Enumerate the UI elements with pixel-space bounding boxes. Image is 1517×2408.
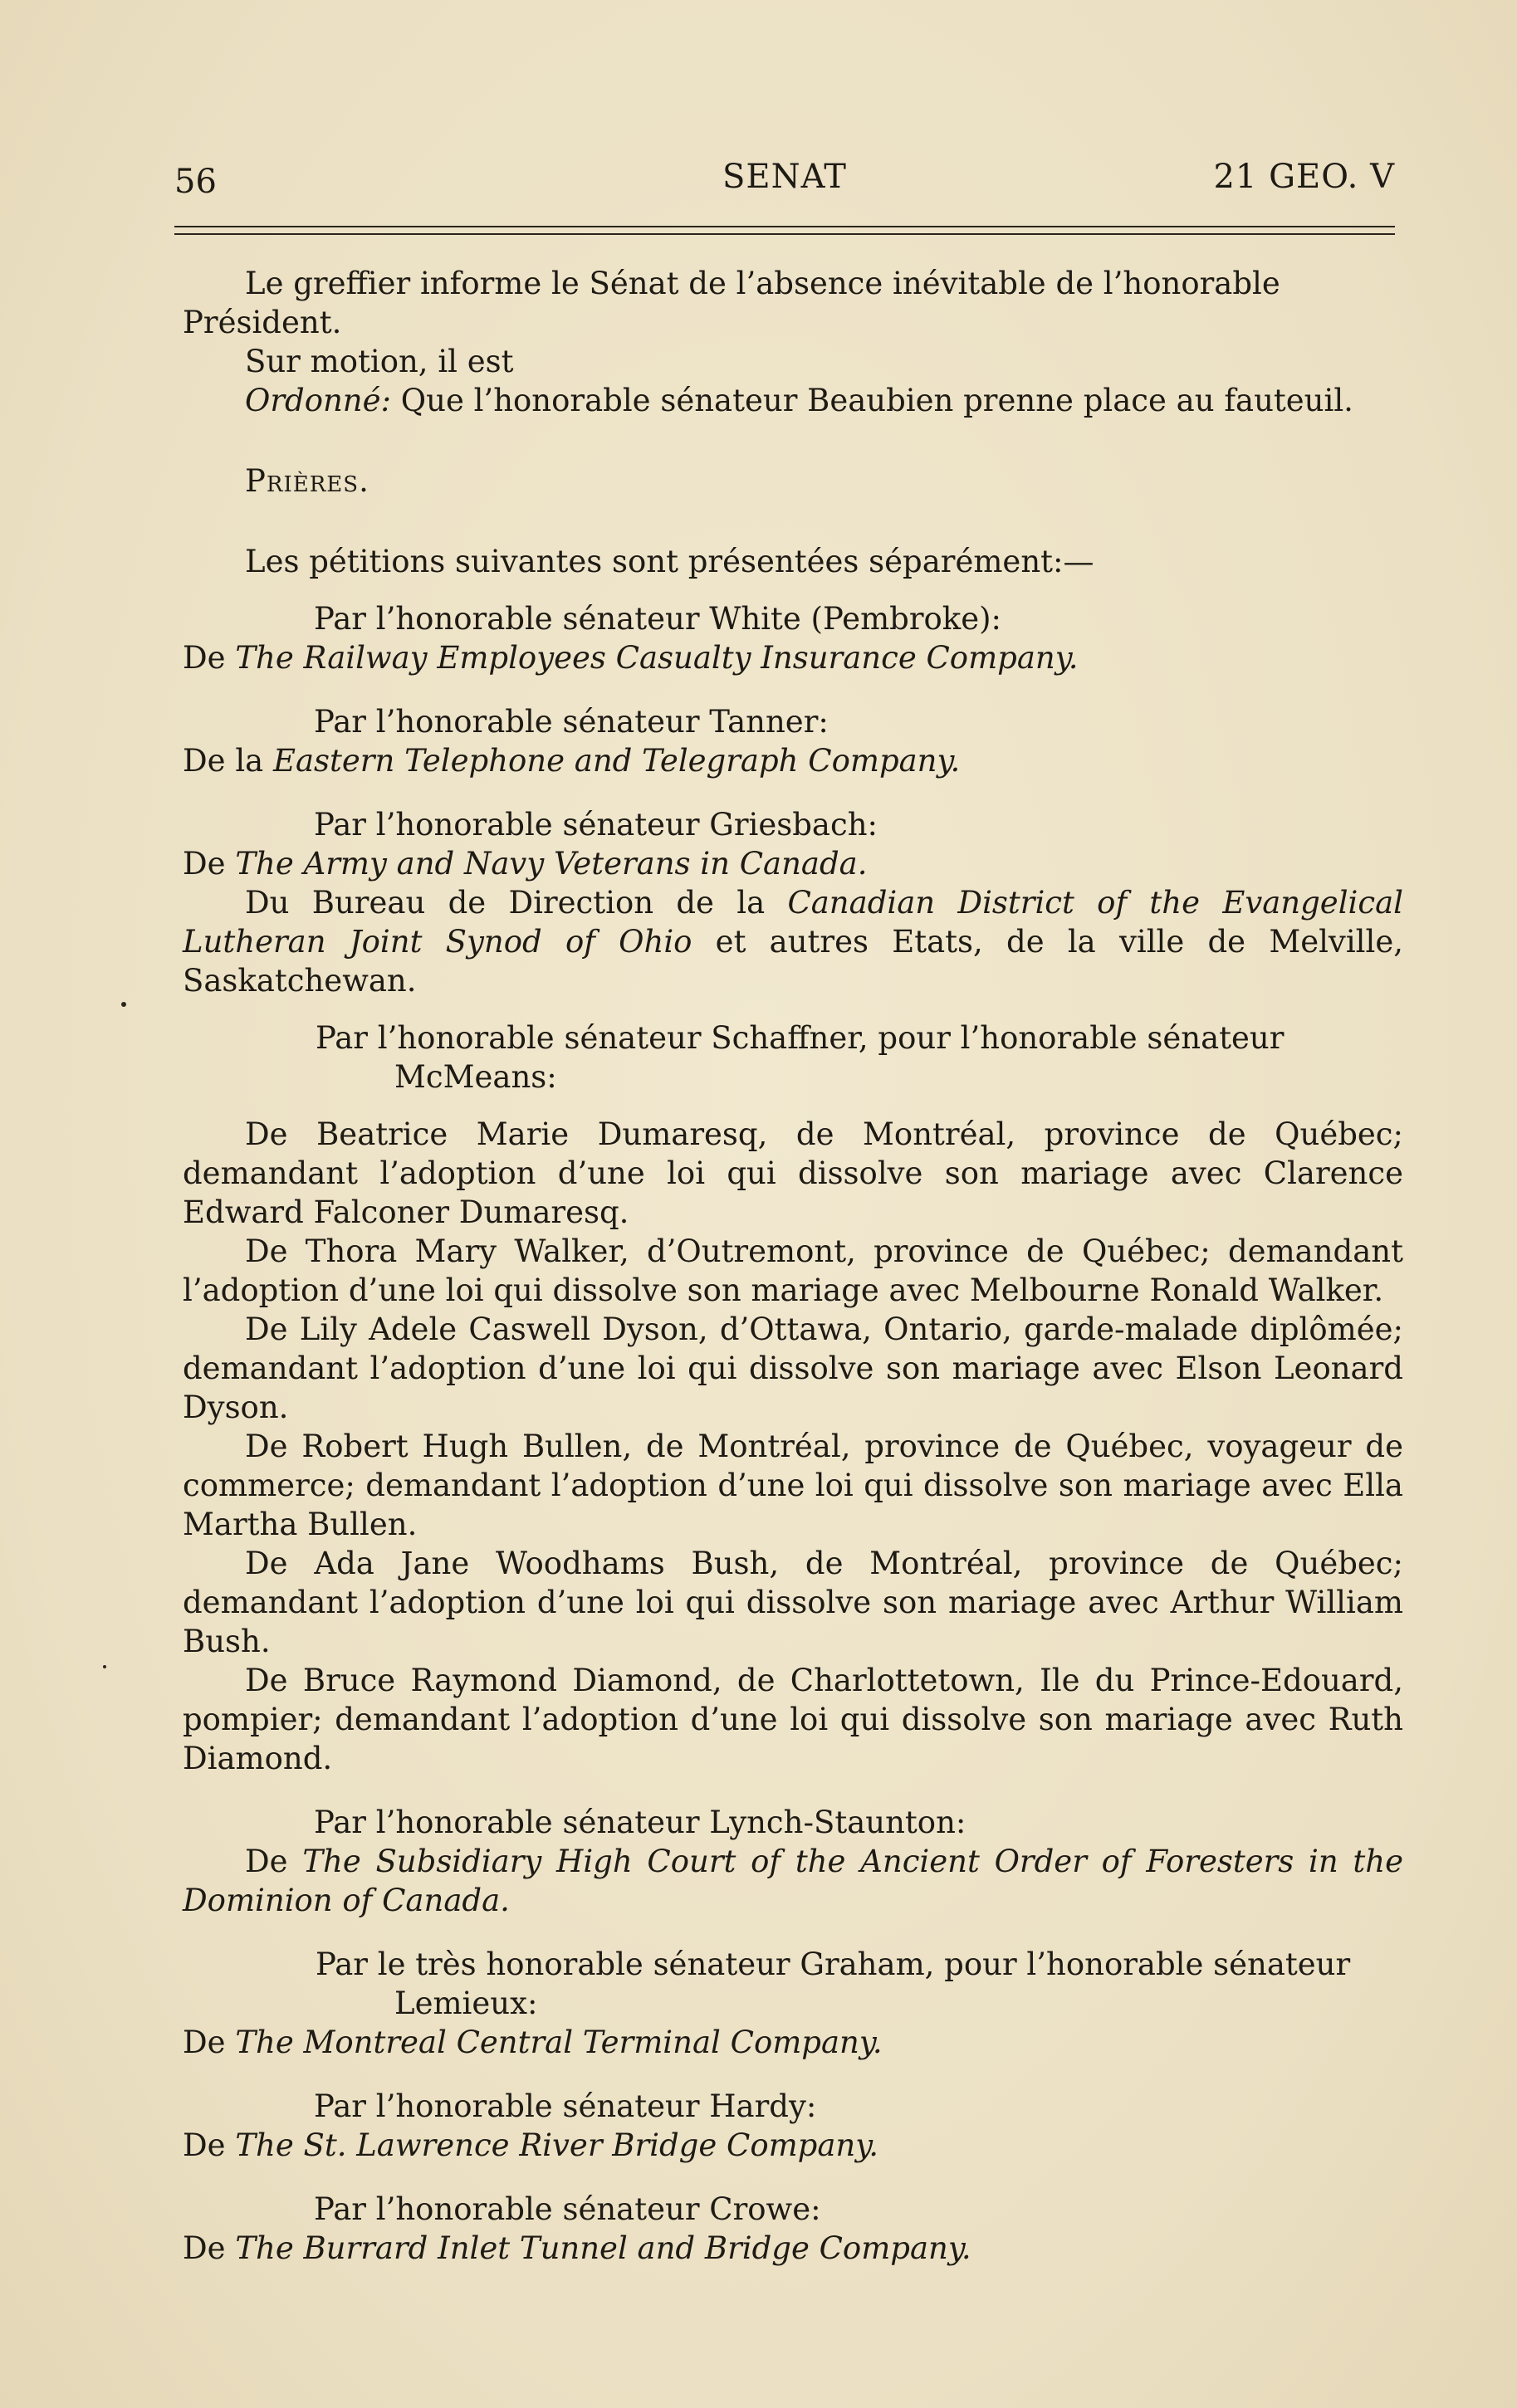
order-line <box>183 381 1403 420</box>
petition-diamond: De Bruce Raymond Diamond, de Charlottetown, Ile du Prince-Edouard, pompier; demandant l’adoption d’une loi qui dissolve son mariage avec Ruth Diamond. <box>183 1663 1403 1776</box>
order-text: Que l’honorable sénateur Beaubien prenne place au fauteuil. <box>391 383 1353 418</box>
prayers-heading: Prières. <box>245 463 369 499</box>
petition-bullen: De Robert Hugh Bullen, de Montréal, province de Québec, voyageur de commerce; demandant l’adoption d’une loi qui dissolve son mariage avec Ella Martha Bullen. <box>183 1429 1403 1542</box>
petition-walker: De Thora Mary Walker, d’Outremont, province de Québec; demandant l’adoption d’une loi qui dissolve son mariage avec Melbourne Ronald Walker. <box>183 1233 1403 1308</box>
page-title: SENAT <box>722 158 847 196</box>
petition-st-lawrence-bridge <box>183 2126 1403 2165</box>
presenter-schaffner: Par l’honorable sénateur Schaffner, pour l’honorable sénateur McMeans: <box>316 1020 1285 1095</box>
presenter-lynch-staunton: Par l’honorable sénateur Lynch-Staunton: <box>314 1805 966 1840</box>
presenter-white: Par l’honorable sénateur White (Pembroke): <box>314 601 1002 637</box>
petition-white <box>183 638 1403 677</box>
petition-montreal-terminal <box>183 2023 1403 2062</box>
page-number: 56 <box>174 163 217 201</box>
petitions-intro: Les pétitions suivantes sont présentées séparément:— <box>245 544 1094 579</box>
journal-body <box>183 264 1403 2268</box>
petitioner-name: The Subsidiary High Court of the Ancient Order of Foresters in the Dominion of Canada. <box>183 1844 1404 1918</box>
petitioner-name: The Montreal Central Terminal Company. <box>235 2025 883 2060</box>
petition-prefix: Du Bureau de Direction de la <box>245 885 788 921</box>
petitioner-name: Canadian District of the Evangelical Lutheran Joint Synod of Ohio <box>183 885 1403 960</box>
petition-lutheran-synod <box>183 883 1403 1000</box>
running-header <box>174 149 1395 199</box>
presenter-griesbach: Par l’honorable sénateur Griesbach: <box>314 807 878 843</box>
petition-tanner <box>183 741 1403 780</box>
petition-prefix: De <box>183 2025 236 2060</box>
petition-prefix: De <box>183 846 236 882</box>
petition-prefix: De <box>183 2127 236 2163</box>
presenter-graham: Par le très honorable sénateur Graham, pour l’honorable sénateur Lemieux: <box>316 1946 1351 2021</box>
petition-suffix: et autres Etats, de la ville de Melville, Saskatchewan. <box>183 924 1403 999</box>
petition-griesbach <box>183 844 1403 883</box>
petition-prefix: De la <box>183 743 273 779</box>
header-rule-bottom <box>174 233 1395 235</box>
session-label: 21 GEO. V <box>1213 158 1395 196</box>
order-label: Ordonné: <box>245 383 392 418</box>
header-rule-top <box>174 226 1395 227</box>
petition-prefix: De <box>245 1844 303 1879</box>
petition-foresters <box>183 1842 1403 1920</box>
petition-burrard-inlet <box>183 2229 1403 2268</box>
petitioner-name: Eastern Telephone and Telegraph Company. <box>272 743 961 779</box>
petitioner-name: The St. Lawrence River Bridge Company. <box>235 2127 878 2163</box>
petition-dumaresq: De Beatrice Marie Dumaresq, de Montréal, province de Québec; demandant l’adoption d’une loi qui dissolve son mariage avec Clarence Edward Falconer Dumaresq. <box>183 1116 1403 1230</box>
motion-line: Sur motion, il est <box>245 344 514 379</box>
presenter-tanner: Par l’honorable sénateur Tanner: <box>314 704 829 740</box>
petition-prefix: De <box>183 2230 236 2266</box>
presenter-hardy: Par l’honorable sénateur Hardy: <box>314 2088 817 2124</box>
petition-bush: De Ada Jane Woodhams Bush, de Montréal, province de Québec; demandant l’adoption d’une loi qui dissolve son mariage avec Arthur William Bush. <box>183 1546 1403 1659</box>
intro-line: Le greffier informe le Sénat de l’absence inévitable de l’honorable Président. <box>183 266 1280 340</box>
petition-dyson: De Lily Adele Caswell Dyson, d’Ottawa, Ontario, garde-malade diplômée; demandant l’adoption d’une loi qui dissolve son mariage avec Elson Leonard Dyson. <box>183 1311 1403 1425</box>
petition-prefix: De <box>183 640 236 676</box>
ink-speck <box>103 1665 106 1668</box>
ink-speck <box>121 1002 126 1007</box>
petitioner-name: The Railway Employees Casualty Insurance Company. <box>235 640 1079 676</box>
presenter-crowe: Par l’honorable sénateur Crowe: <box>314 2191 821 2227</box>
petitioner-name: The Army and Navy Veterans in Canada. <box>235 846 868 882</box>
petitioner-name: The Burrard Inlet Tunnel and Bridge Company. <box>235 2230 971 2266</box>
